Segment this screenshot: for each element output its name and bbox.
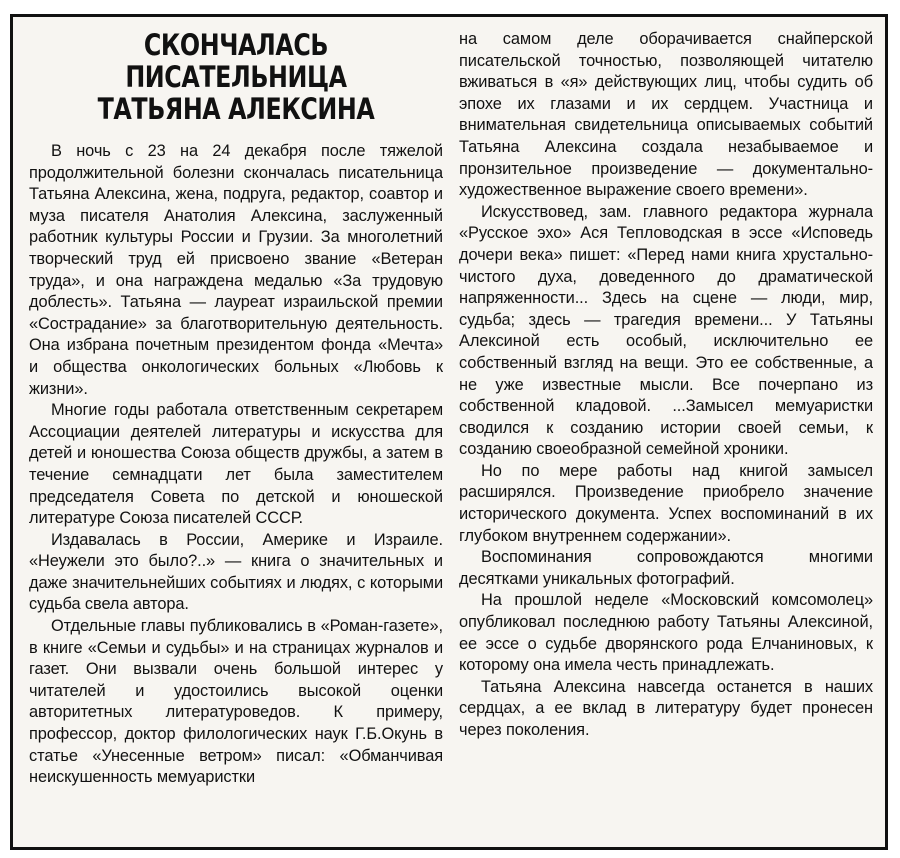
paragraph: Воспоминания сопровождаются многими десятками уникальных фотографий. [459, 548, 873, 588]
right-column [459, 29, 873, 837]
newspaper-clipping [10, 14, 888, 850]
paragraph: Но по мере работы над книгой замысел расширялся. Произведение приобрело значение исторического документа. Успех воспоминаний в их глубоком внутреннем содержании». [459, 461, 873, 545]
headline-line-2: ТАТЬЯНА АЛЕКСИНА [97, 92, 375, 126]
paragraph: В ночь с 23 на 24 декабря после тяжелой продолжительной болезни скончалась писательница Татьяна Алексина, жена, подруга, редактор, соавтор и муза писателя Анатолия Алексина, заслуженный работник культуры России и Грузии. За многолетний творческий труд ей присвоено звание «Ветеран труда», и она награждена медалью «За трудовую доблесть». Татьяна — лауреат израильской премии «Сострадание» за благотворительную деятельность. Она избрана почетным президентом фонда «Мечта» и общества онкологических больных «Любовь к жизни». [29, 142, 443, 398]
paragraph: Отдельные главы публиковались в «Роман-газете», в книге «Семьи и судьбы» и на страницах журналов и газет. Они вызвали очень большой интерес у читателей и удостоились высокой оценки авторитетных литературоведов. К примеру, профессор, доктор филологических наук Г.Б.Окунь в статье «Унесенные ветром» писал: «Обманчивая неискушенность мемуаристки [29, 617, 443, 787]
headline-line-1: СКОНЧАЛАСЬ ПИСАТЕЛЬНИЦА [125, 29, 347, 94]
paragraph: на самом деле оборачивается снайперской писательской точностью, позволяющей читателю вживаться в «я» действующих лиц, чтобы судить об эпохе их глазами и их сердцем. Участница и внимательная свидетельница описываемых событий Татьяна Алексина создала незабываемое и пронзительное произведение — документально-художественное выражение своего времени». [459, 30, 873, 200]
paragraph: На прошлой неделе «Московский комсомолец» опубликовал последнюю работу Татьяны Алексиной, ее эссе о судьбе дворянского рода Елчаниновых, к которому она имела честь принадлежать. [459, 591, 873, 675]
paragraph: Издавалась в России, Америке и Израиле. «Неужели это было?..» — книга о значительных и даже значительнейших событиях и людях, с которыми судьба свела автора. [29, 530, 443, 614]
headline [66, 29, 405, 125]
paragraph: Татьяна Алексина навсегда останется в наших сердцах, а ее вклад в литературу будет пронесен через поколения. [459, 677, 873, 739]
paragraph: Многие годы работала ответственным секретарем Ассоциации деятелей литературы и искусства для детей и юношества Союза обществ дружбы, а затем в течение семнадцати лет была заместителем председателя Совета по детской и юношеской литературе Союза писателей СССР. [29, 401, 443, 528]
left-column [29, 29, 443, 837]
paragraph: Искусствовед, зам. главного редактора журнала «Русское эхо» Ася Тепловодская в эссе «Исповедь дочери века» пишет: «Перед нами книга хрустально-чистого духа, доведенного до драматической напряженности... Здесь на сцене — люди, мир, судьба; здесь — трагедия времени... У Татьяны Алексиной есть особый, исключительно ее собственный взгляд на вещи. Это ее собственные, а не уже известные мысли. Все почерпано из собственной кладовой. ...Замысел мемуаристки сводился к созданию истории своей семьи, к созданию своеобразной семейной хроники. [459, 202, 873, 459]
